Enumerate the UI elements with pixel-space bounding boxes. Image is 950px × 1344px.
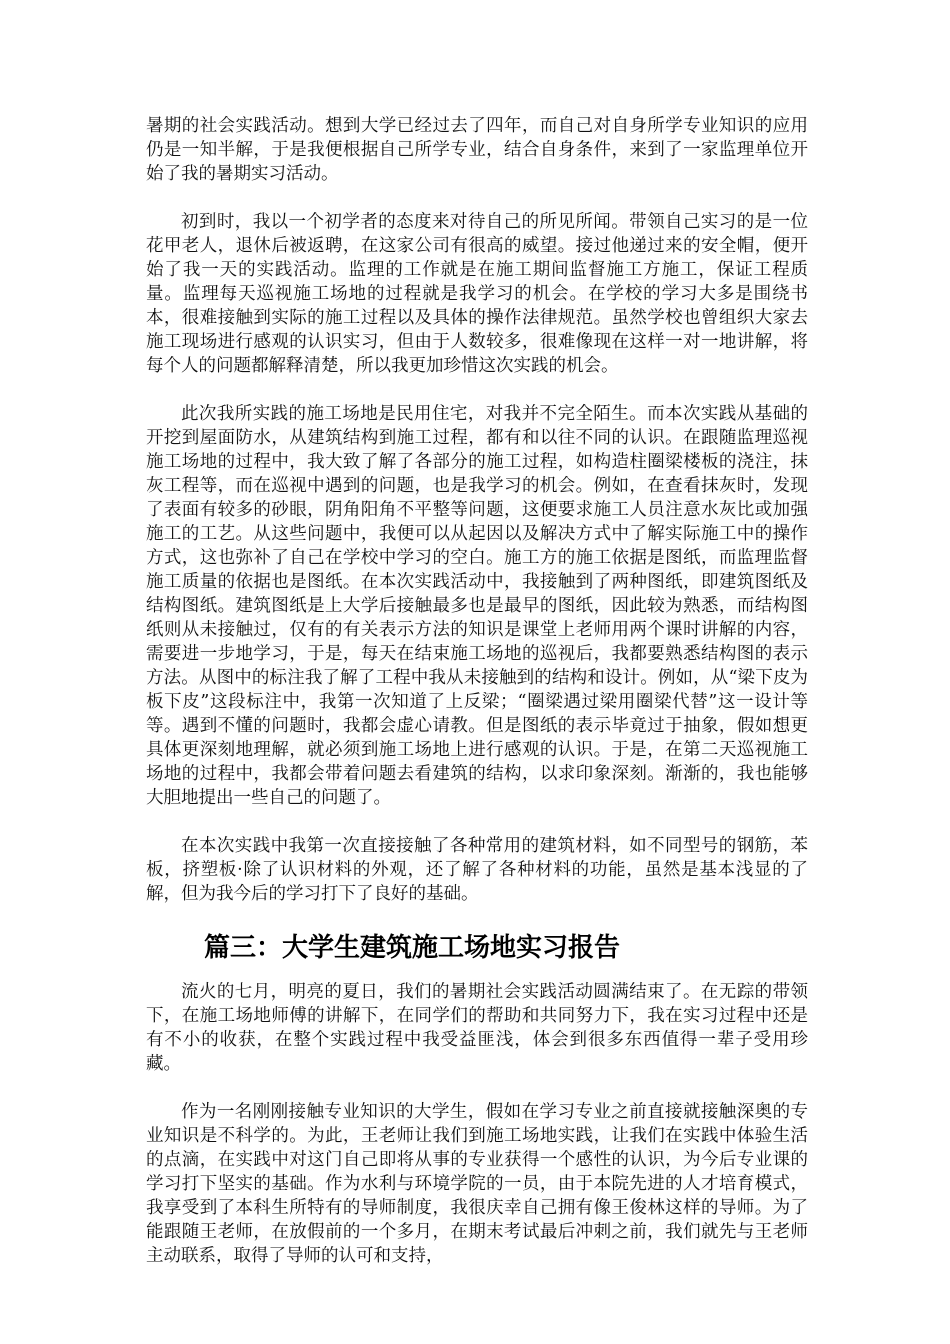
paragraph-arrival: 初到时，我以一个初学者的态度来对待自己的所见所闻。带领自己实习的是一位花甲老人，退休后被返聘，在这家公司有很高的威望。接过他递过来的安全帽，便开始了我一天的实践活动。监理的工作就是在施工期间监督施工方施工，保证工程质量。监理每天巡视施工场地的过程就是我学习的机会。在学校的学习大多是围绕书本，很难接触到实际的施工过程以及具体的操作法律规范。虽然学校也曾组织大家去施工现场进行感观的认识实习，但由于人数较多，很难像现在这样一对一地讲解，将每个人的问题都解释清楚，所以我更加珍惜这次实践的机会。 [146,212,808,376]
section-heading: 篇三：大学生建筑施工场地实习报告 [204,933,621,963]
paragraph-student: 作为一名刚刚接触专业知识的大学生，假如在学习专业之前直接就接触深奥的专业知识是不科学的。为此，王老师让我们到施工场地实践，让我们在实践中体验生活的点滴，在实践中对这门自己即将从事的专业获得一个感性的认识，为今后专业课的学习打下坚实的基础。作为水利与环境学院的一员，由于本院先进的人才培育模式，我享受到了本科生所特有的导师制度，我很庆幸自己拥有像王俊林这样的导师。为了能跟随王老师，在放假前的一个多月，在期末考试最后冲刺之前，我们就先与王老师主动联系，取得了导师的认可和支持， [146,1102,808,1266]
paragraph-intro: 暑期的社会实践活动。想到大学已经过去了四年，而自己对自身所学专业知识的应用仍是一知半解，于是我便根据自己所学专业，结合自身条件，来到了一家监理单位开始了我的暑期实习活动。 [146,116,808,184]
paragraph-july: 流火的七月，明亮的夏日，我们的暑期社会实践活动圆满结束了。在无踪的带领下，在施工场地师傅的讲解下，在同学们的帮助和共同努力下，我在实习过程中还是有不小的收获，在整个实践过程中我受益匪浅，体会到很多东西值得一辈子受用珍藏。 [146,982,808,1074]
paragraph-construction-site: 此次我所实践的施工场地是民用住宅，对我并不完全陌生。而本次实践从基础的开挖到屋面防水，从建筑结构到施工过程，都有和以往不同的认识。在跟随监理巡视施工场地的过程中，我大致了解了各部分的施工过程，如构造柱圈梁楼板的浇注，抹灰工程等，而在巡视中遇到的问题，也是我学习的机会。例如，在查看抹灰时，发现了表面有较多的砂眼，阴角阳角不平整等问题，这便要求施工人员注意水灰比或加强施工的工艺。从这些问题中，我便可以从起因以及解决方式中了解实际施工中的操作方式，这也弥补了自己在学校中学习的空白。施工方的施工依据是图纸，而监理监督施工质量的依据也是图纸。在本次实践活动中，我接触到了两种图纸，即建筑图纸及结构图纸。建筑图纸是上大学后接触最多也是最早的图纸，因此较为熟悉，而结构图纸则从未接触过，仅有的有关表示方法的知识是课堂上老师用两个课时讲解的内容，需要进一步地学习，于是，每天在结束施工场地的巡视后，我都要熟悉结构图的表示方法。从图中的标注我了解了工程中我从未接触到的结构和设计。例如，从“梁下皮为板下皮”这段标注中，我第一次知道了上反梁；“圈梁遇过梁用圈梁代替”这一设计等等。遇到不懂的问题时，我都会虚心请教。但是图纸的表示毕竟过于抽象，假如想更具体更深刻地理解，就必须到施工场地上进行感观的认识。于是，在第二天巡视施工场地的过程中，我都会带着问题去看建筑的结构，以求印象深刻。渐渐的，我也能够大胆地提出一些自己的问题了。 [146,404,808,808]
paragraph-materials: 在本次实践中我第一次直接接触了各种常用的建筑材料，如不同型号的钢筋，苯板，挤塑板·除了认识材料的外观，还了解了各种材料的功能，虽然是基本浅显的了解，但为我今后的学习打下了良好的基础。 [146,836,808,904]
document-body [146,114,808,1292]
